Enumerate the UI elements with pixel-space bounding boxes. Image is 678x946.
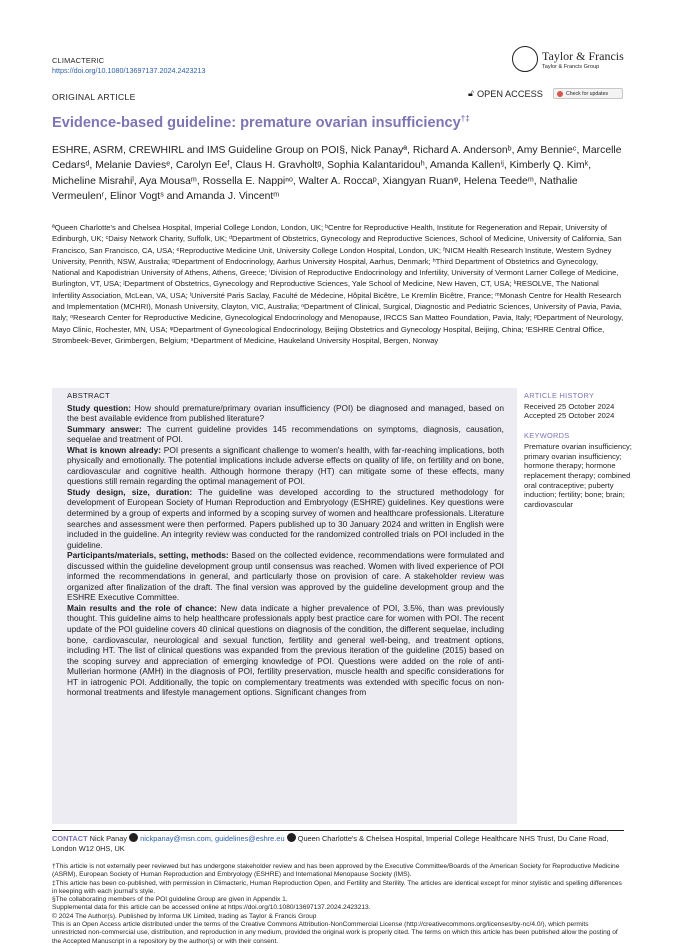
copyright: © 2024 The Author(s). Published by Informa UK Limited, trading as Taylor & Francis Group (52, 912, 317, 920)
authors-text: ESHRE, ASRM, CREWHIRL and IMS Guideline Group on POI§, Nick Panayª, Richard A. Andersonᵇ, Amy Bennieᶜ, Marcelle Cedarsᵈ, Melanie Daviesᵉ, Carolyn Eeᶠ, Claus H. Gravholtᵍ, Sophia Kalantaridouʰ, Amanda Kallenⁱʲ, Kimberly Q. Kimᵏ, Micheline Misrahiˡ, Aya Mousaᵐ, Rossella E. Nappiⁿᵒ, Walter A. Roccaᵖ, Xiangyan Ruanᵠ, Helena Teedeᵐ, Nathalie Vermeulenʳ, Elinor Vogtˢ and Amanda J. Vincentᵐ (52, 145, 622, 202)
affiliations: ªQueen Charlotte's and Chelsea Hospital, Imperial College London, London, UK; ᵇCentre for Reproductive Health, Institute for Regeneration and Repair, University of Edinburgh, UK; ᶜDaisy Network Charity, Suffolk, UK; ᵈDepartment of Obstetrics, Gynecology and Reproductive Sciences, School of Medicine, University of California, San Francisco, San Francisco, CA, USA; ᵉReproductive Medicine Unit, University College London Hospital, London, UK; ᶠNICM Health Research Institute, Western Sydney University, Penrith, NSW, Australia; ᵍDepartment of Endocrinology, Aarhus University Hospital, Aarhus, Denmark; ʰThird Department of Obstetrics and Gynecology, National and Kapodistrian University of Athens, Athens, Greece; ⁱDivision of Reproductive Endocrinology and Infertility, University of Vermont Larner College of Medicine, Burlington, VT, USA; ʲDepartment of Obstetrics, Gynecology and Reproductive Sciences, Yale School of Medicine, New Haven, CT, USA; ᵏRESOLVE, The National Infertility Association, McLean, VA, USA; ˡUniversité Paris Saclay, Faculté de Médecine, Hôpital Bicêtre, Le Kremlin Bicêtre, France; ᵐMonash Centre for Health Research and Implementation (MCHRI), Monash University, Clayton, VIC, Australia; ⁿDepartment of Clinical, Surgical, Diagnostic and Pediatric Sciences, University of Pavia, Pavia, Italy; ᵒResearch Center for Reproductive Medicine, Gynecological Endocrinology and Menopause, IRCCS San Matteo Foundation, Pavia, Italy; ᵖDepartment of Neurology, Mayo Clinic, Rochester, MN, USA; ᵠDepartment of Gynecological Endocrinology, Beijing Obstetrics and Gynecology Hospital, Beijing, China; ʳESHRE Central Office, Strombeek-Bever, Grimbergen, Belgium; ˢDepartment of Medicine, Haukeland University Hospital, Bergen, Norway (52, 223, 624, 345)
contact-emails[interactable]: nickpanay@msn.com, guidelines@eshre.eu (140, 834, 285, 843)
license: This is an Open Access article distributed under the terms of the Creative Commons Attribution-NonCommercial License (http://creativecommons.org/licenses/by-nc/4.0/), which permits unrestricted non-commercial use, distribution, and reproduction in any medium, provided the original work is properly cited. The terms on which this article has been published allow the posting of the Accepted Manuscript in a repository by the author(s) or with their consent. (52, 921, 618, 945)
received-date: Received 25 October 2024 (524, 401, 615, 411)
publisher-logo (512, 46, 642, 76)
contact-block (52, 833, 624, 855)
abstract-section-text: The current guideline provides 145 recommendations on symptoms, diagnosis, causation, sequelae and treatment of POI. (67, 423, 504, 445)
article-type: ORIGINAL ARTICLE (52, 92, 136, 102)
contact-label: CONTACT (52, 834, 88, 843)
footnote: §The collaborating members of the POI guideline Group are given in Appendix 1. (52, 896, 288, 904)
keywords-list: Premature ovarian insufficiency; primary ovarian insufficiency; hormone therapy; hormone replacement therapy; combined oral contraceptive; puberty induction; fertility; bone; brain; cardiovascular (524, 441, 632, 510)
author-list (52, 143, 624, 204)
footnotes (52, 863, 624, 946)
publisher-name: Taylor & Francis (542, 49, 624, 63)
publisher-emblem-icon (512, 46, 538, 72)
check-updates-label: Check for updates (566, 90, 609, 97)
footnote: †This article is not externally peer reviewed but has undergone stakeholder review and has been approved by the Executive Committee/Boards of the American Society for Reproductive Medicine (ASRM), European Society of Human Reproduction and Embryology (ESHRE) and International Menopause Society (IMS). (52, 863, 620, 879)
abstract-section (67, 487, 504, 550)
contact-address: Queen Charlotte's & Chelsea Hospital, Imperial College Healthcare NHS Trust, Du Cane Road, London W12 0HS, UK (52, 834, 609, 854)
article-sidebar (524, 391, 634, 510)
abstract-section (67, 603, 504, 698)
abstract-section-label: Main results and the role of chance: (67, 602, 217, 613)
abstract-section (67, 424, 504, 445)
doi-link[interactable]: https://doi.org/10.1080/13697137.2024.2423213 (52, 66, 206, 75)
abstract-section-text: New data indicate a higher prevalence of POI, 3.5%, than was previously thought. This guideline aims to help healthcare professionals apply best practice care for women with POI. The recent update of the POI guideline covers 40 clinical questions on diagnosis of the condition, the different sequelae, including bone, cardiovascular, neurological and sexual function, fertility and general well-being, and treatment options, including HT. The list of clinical questions was expanded from the previous iteration of the guideline (2015) based on the scoping survey and appreciation of emerging knowledge of POI. Questions were added on the role of anti-Mullerian hormone (AMH) in the diagnosis of POI, fertility preservation, muscle health and specific considerations for HT in iatrogenic POI. Additionally, the topic on complementary treatments was extended with specific focus on non-hormonal treatments and lifestyle management options. Significant changes from (67, 602, 504, 698)
abstract-section (67, 550, 504, 603)
abstract-section-label: Participants/materials, setting, methods: (67, 550, 229, 561)
email-icon (129, 833, 138, 842)
journal-name: CLIMACTERIC (52, 56, 105, 65)
contact-name: Nick Panay (89, 834, 128, 843)
abstract (67, 391, 504, 698)
abstract-section (67, 445, 504, 487)
abstract-section-text: The guideline was developed according to the structured methodology for development of European Society of Human Reproduction and Embryology (ESHRE) guidelines. Key questions were determined by a group of experts and informed by a scoping survey of women and healthcare professionals. Literature searches and assessment were then performed. Papers published up to 30 January 2024 and written in English were included in the guideline. An integrity review was conducted for the randomized controlled trials on POI included in the guideline. (67, 486, 505, 550)
footnote: ‡This article has been co-published, with permission in Climacteric, Human Reproduction Open, and Fertility and Sterility. The articles are identical except for minor stylistic and spelling differences in keeping with each journal's style. (52, 879, 622, 895)
article-title (52, 114, 470, 131)
abstract-section-label: Study design, size, duration: (67, 486, 193, 497)
abstract-heading: ABSTRACT (67, 391, 110, 400)
article-history-heading: ARTICLE HISTORY (524, 391, 595, 400)
address-icon (287, 833, 296, 842)
publisher-sub: Taylor & Francis Group (542, 64, 600, 70)
abstract-section-text: How should premature/primary ovarian insufficiency (POI) be diagnosed and managed, based on the best available evidence from published literature? (67, 402, 504, 424)
open-lock-icon: 🔓︎ (468, 88, 474, 98)
check-updates-button[interactable] (553, 88, 623, 99)
keywords-heading: KEYWORDS (524, 431, 570, 441)
check-updates-icon (557, 91, 563, 97)
abstract-section (67, 403, 504, 424)
open-access-badge (468, 88, 543, 99)
accepted-date: Accepted 25 October 2024 (524, 411, 615, 421)
abstract-section-label: Study question: (67, 402, 132, 413)
abstract-section-text: Based on the collected evidence, recommendations were formulated and discussed within the guideline development group until consensus was reached. Women with lived experience of POI informed the recommendations in general, and particularly those on provision of care. A stakeholder review was organized after finalization of the draft. The final version was approved by the guideline development group and the ESHRE Executive Committee. (67, 550, 505, 603)
footer-divider (52, 830, 624, 831)
title-footnote-marks: †‡ (460, 114, 470, 123)
footnote: Supplemental data for this article can be accessed online at https://doi.org/10.1080/13697137.2024.2423213. (52, 904, 371, 912)
article-title-text: Evidence-based guideline: premature ovarian insufficiency (52, 114, 461, 131)
abstract-section-label: What is known already: (67, 444, 162, 455)
abstract-section-text: POI presents a significant challenge to women's health, with far-reaching implications, both physically and emotionally. The potential implications include adverse effects on quality of life, on fertility and on bone, cardiovascular and cognitive health. Although hormone therapy (HT) can mitigate some of these effects, many questions still remain regarding the optimal management of POI. (67, 444, 504, 487)
abstract-section-label: Summary answer: (67, 423, 142, 434)
open-access-label: OPEN ACCESS (476, 88, 543, 99)
